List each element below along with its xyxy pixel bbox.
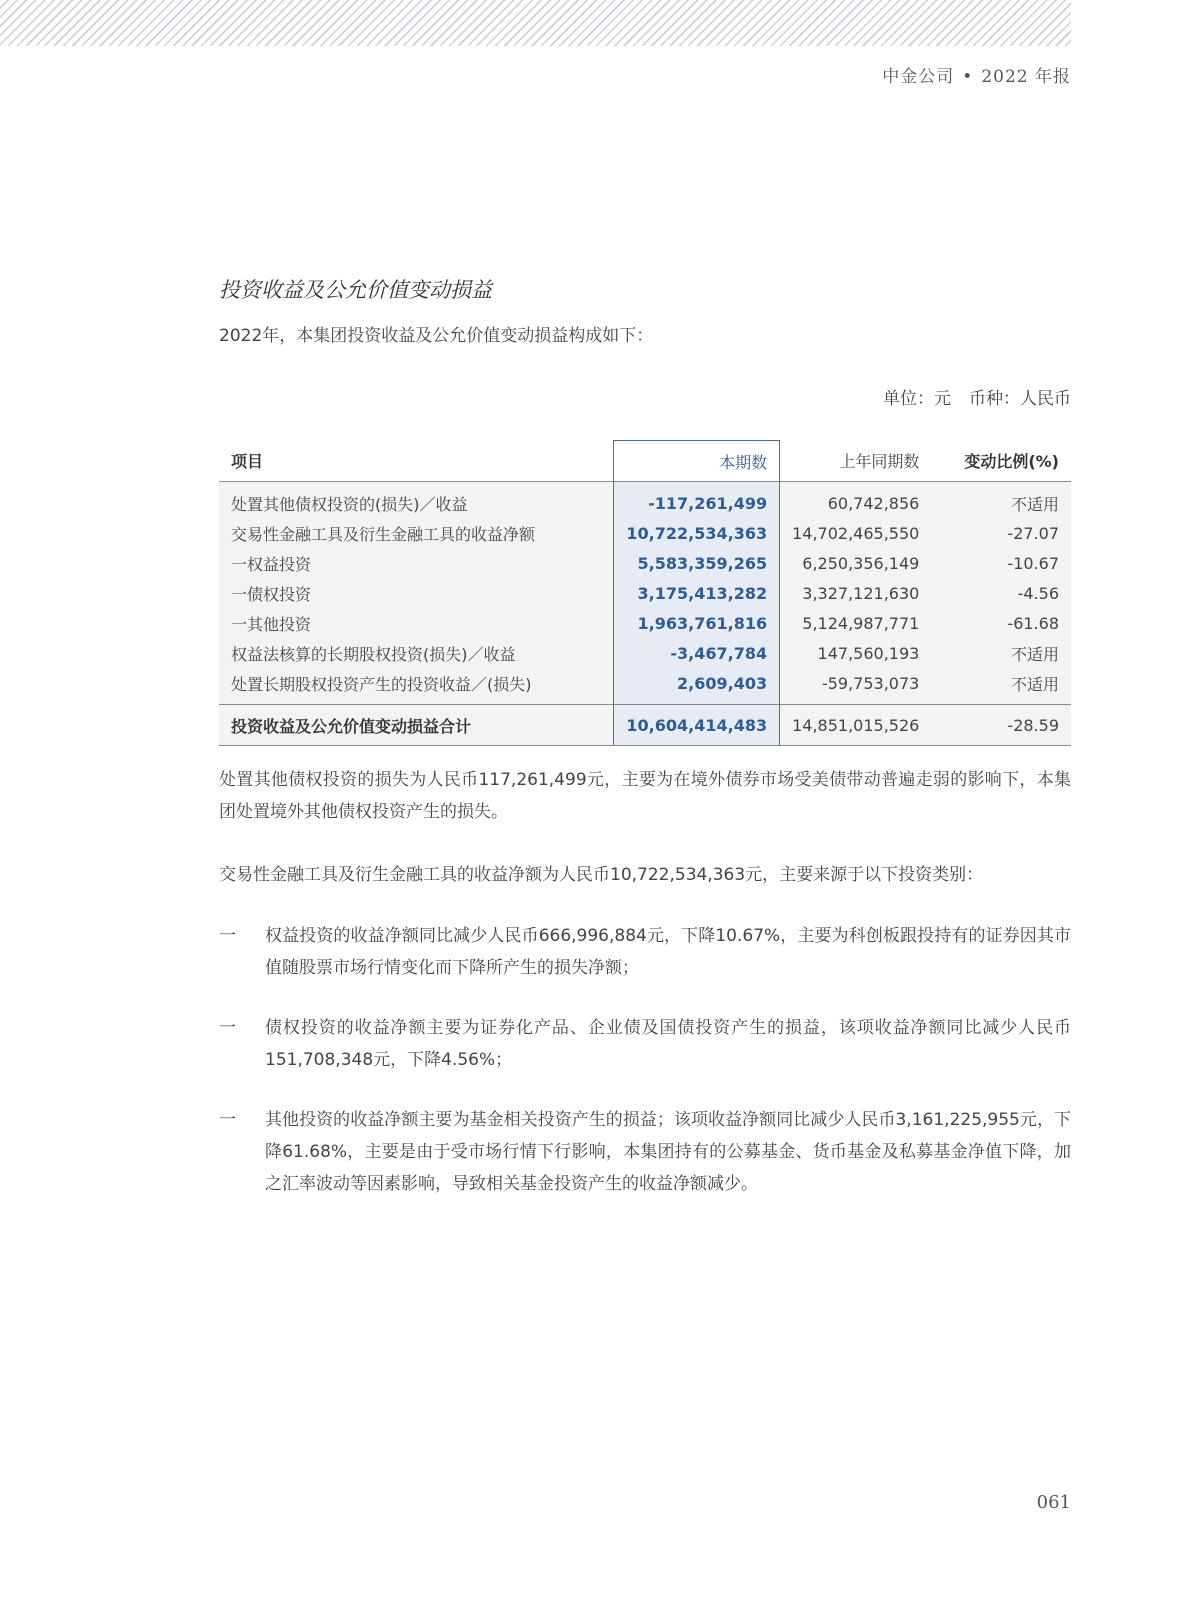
- bullet-text: 债权投资的收益净额主要为证券化产品、企业债及国债投资产生的损益，该项收益净额同比减少人民币151,708,348元，下降4.56%；: [265, 1018, 1071, 1070]
- table-row: [219, 578, 1071, 608]
- unit-label: 单位：元: [883, 389, 951, 409]
- row-change: -10.67: [931, 548, 1071, 578]
- table-header-row: [219, 441, 1071, 482]
- row-change: -61.68: [931, 608, 1071, 638]
- section-intro: 2022年，本集团投资收益及公允价值变动损益构成如下：: [219, 326, 654, 346]
- row-previous: 3,327,121,630: [780, 578, 932, 608]
- total-change: -28.59: [931, 705, 1071, 746]
- table-row: [219, 548, 1071, 578]
- header-previous: 上年同期数: [780, 441, 932, 482]
- table-row: [219, 482, 1071, 519]
- row-item: 权益法核算的长期股权投资(损失)／收益: [219, 638, 614, 668]
- bullet-other: [219, 1104, 1071, 1200]
- row-previous: 14,702,465,550: [780, 518, 932, 548]
- row-previous: -59,753,073: [780, 668, 932, 705]
- row-previous: 5,124,987,771: [780, 608, 932, 638]
- row-current: 10,722,534,363: [614, 518, 780, 548]
- table-row: [219, 518, 1071, 548]
- row-current: 1,963,761,816: [614, 608, 780, 638]
- table-row: [219, 638, 1071, 668]
- row-change: 不适用: [931, 638, 1071, 668]
- page-header: [882, 62, 1071, 87]
- header-separator: •: [962, 67, 974, 87]
- header-hatch-band: [0, 0, 1071, 46]
- bullet-debt: [219, 1012, 1071, 1076]
- header-report: 2022 年报: [981, 67, 1071, 87]
- page-number: 061: [1036, 1492, 1071, 1513]
- row-item: 处置其他债权投资的(损失)／收益: [219, 482, 614, 519]
- header-item: 项目: [219, 441, 614, 482]
- bullet-dash: 一: [219, 1018, 236, 1038]
- row-change: -4.56: [931, 578, 1071, 608]
- bullet-dash: 一: [219, 926, 236, 946]
- table-row: [219, 668, 1071, 705]
- total-previous: 14,851,015,526: [780, 705, 932, 746]
- header-change: 变动比例(%): [931, 441, 1071, 482]
- row-current: -3,467,784: [614, 638, 780, 668]
- header-current: 本期数: [614, 441, 780, 482]
- header-company: 中金公司: [882, 67, 955, 87]
- row-item: 交易性金融工具及衍生金融工具的收益净额: [219, 518, 614, 548]
- table-total-row: [219, 705, 1071, 746]
- paragraph-trading-income: 交易性金融工具及衍生金融工具的收益净额为人民币10,722,534,363元，主要来源于以下投资类别：: [219, 865, 984, 885]
- row-change: 不适用: [931, 668, 1071, 705]
- row-previous: 60,742,856: [780, 482, 932, 519]
- total-item: 投资收益及公允价值变动损益合计: [219, 705, 614, 746]
- bullet-text: 权益投资的收益净额同比减少人民币666,996,884元，下降10.67%，主要为科创板跟投持有的证券因其市值随股票市场行情变化而下降所产生的损失净额；: [265, 926, 1071, 978]
- row-change: -27.07: [931, 518, 1071, 548]
- row-current: 3,175,413,282: [614, 578, 780, 608]
- bullet-text: 其他投资的收益净额主要为基金相关投资产生的损益；该项收益净额同比减少人民币3,161,225,955元，下降61.68%，主要是由于受市场行情下行影响，本集团持有的公募基金、货币基金及私募基金净值下降，加之汇率波动等因素影响，导致相关基金投资产生的收益净额减少。: [265, 1110, 1071, 1194]
- row-change: 不适用: [931, 482, 1071, 519]
- row-previous: 147,560,193: [780, 638, 932, 668]
- investment-income-table: [219, 440, 1071, 746]
- row-item: 一债权投资: [219, 578, 614, 608]
- row-item: 处置长期股权投资产生的投资收益／(损失): [219, 668, 614, 705]
- table-row: [219, 608, 1071, 638]
- row-item: 一其他投资: [219, 608, 614, 638]
- row-previous: 6,250,356,149: [780, 548, 932, 578]
- row-item: 一权益投资: [219, 548, 614, 578]
- currency-label: 币种：人民币: [969, 389, 1071, 409]
- paragraph-disposal-loss: 处置其他债权投资的损失为人民币117,261,499元，主要为在境外债券市场受美债带动普遍走弱的影响下，本集团处置境外其他债权投资产生的损失。: [219, 770, 1071, 822]
- total-current: 10,604,414,483: [614, 705, 780, 746]
- row-current: 5,583,359,265: [614, 548, 780, 578]
- bullet-equity: [219, 920, 1071, 984]
- unit-note: [883, 384, 1071, 409]
- bullet-dash: 一: [219, 1110, 236, 1130]
- row-current: -117,261,499: [614, 482, 780, 519]
- section-title: 投资收益及公允价值变动损益: [219, 278, 492, 302]
- row-current: 2,609,403: [614, 668, 780, 705]
